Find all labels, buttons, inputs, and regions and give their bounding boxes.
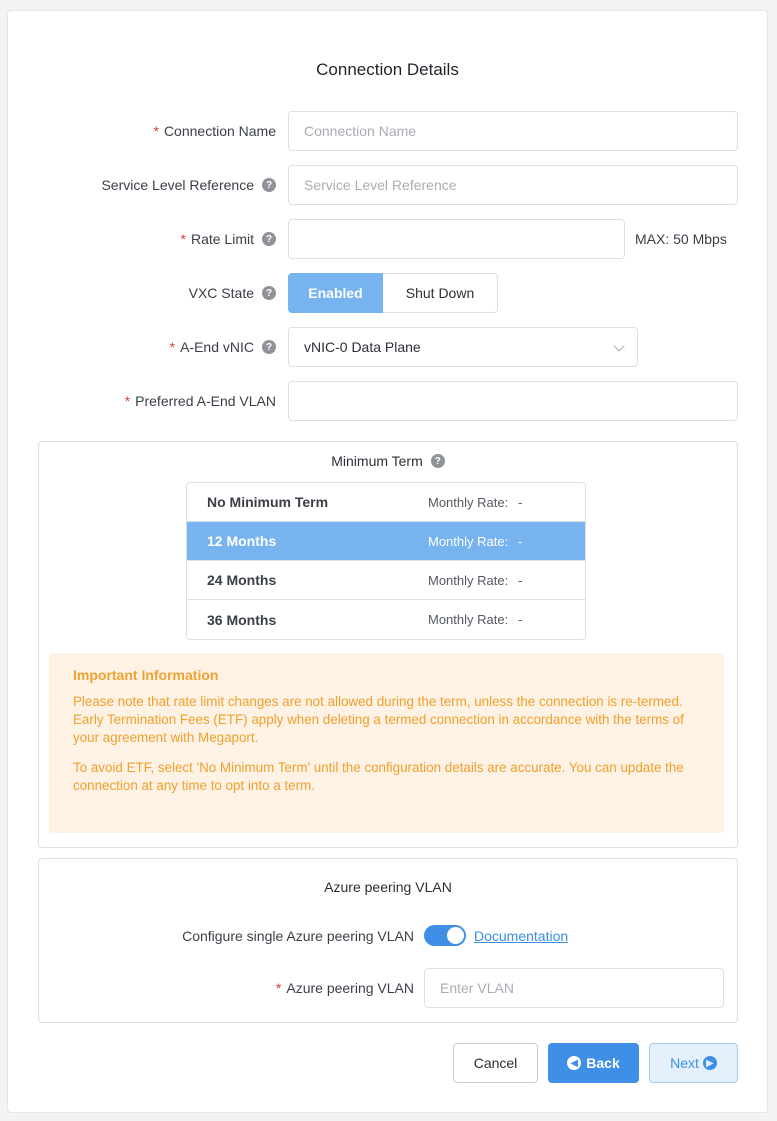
preferred-a-end-vlan-row [8, 381, 769, 421]
connection-name-row [8, 111, 769, 151]
rate-limit-row [8, 219, 769, 259]
term-option-24-months[interactable]: 24 Months Monthly Rate: - [187, 561, 585, 600]
term-option-36-months[interactable]: 36 Months Monthly Rate: - [187, 600, 585, 639]
required-asterisk: * [275, 980, 282, 996]
rate-limit-input[interactable] [288, 219, 625, 259]
vxc-state-toggle-group [288, 273, 498, 313]
minimum-term-title: Minimum Term ? [39, 453, 737, 469]
question-circle-icon[interactable]: ? [262, 178, 276, 192]
azure-vlan-label: * Azure peering VLAN [275, 980, 414, 996]
term-option-no-minimum[interactable]: No Minimum Term Monthly Rate: - [187, 483, 585, 522]
chevron-down-icon [613, 340, 624, 351]
back-button[interactable]: ◀ Back [548, 1043, 639, 1083]
connection-details-card [7, 10, 768, 1113]
required-asterisk: * [124, 393, 131, 409]
next-button[interactable]: Next ▶ [649, 1043, 738, 1083]
cancel-button[interactable]: Cancel [453, 1043, 538, 1083]
vxc-state-shutdown-button[interactable]: Shut Down [383, 273, 498, 313]
important-information-alert [49, 653, 724, 833]
vxc-state-label: VXC State ? [189, 273, 276, 313]
azure-vlan-input[interactable] [424, 968, 724, 1008]
rate-limit-label: * Rate Limit ? [181, 219, 276, 259]
vxc-state-row [8, 273, 769, 313]
required-asterisk: * [153, 123, 159, 139]
important-information-heading: Important Information [73, 667, 219, 683]
toggle-knob [447, 927, 464, 944]
a-end-vnic-row [8, 327, 769, 367]
term-option-12-months[interactable]: 12 Months Monthly Rate: - [187, 522, 585, 561]
service-level-reference-label: Service Level Reference ? [101, 165, 276, 205]
arrow-right-circle-icon: ▶ [703, 1056, 717, 1070]
page-title: Connection Details [316, 60, 459, 79]
rate-limit-max: MAX: 50 Mbps [635, 231, 727, 247]
preferred-a-end-vlan-input[interactable] [288, 381, 738, 421]
connection-name-label: * Connection Name [153, 123, 276, 139]
question-circle-icon[interactable]: ? [262, 232, 276, 246]
azure-peering-title: Azure peering VLAN [324, 879, 452, 895]
connection-name-input[interactable] [288, 111, 738, 151]
azure-single-vlan-toggle[interactable] [424, 925, 466, 946]
question-circle-icon[interactable]: ? [262, 340, 276, 354]
arrow-left-circle-icon: ◀ [567, 1056, 581, 1070]
azure-peering-panel [38, 858, 738, 1023]
vxc-state-enabled-button[interactable]: Enabled [288, 273, 383, 313]
minimum-term-panel [38, 441, 738, 848]
important-information-paragraph: To avoid ETF, select 'No Minimum Term' until the configuration details are accurate. You can update the connection at any time to opt into a term. [73, 760, 684, 793]
a-end-vnic-label: * A-End vNIC ? [170, 327, 276, 367]
question-circle-icon[interactable]: ? [262, 286, 276, 300]
documentation-link[interactable]: Documentation [474, 927, 569, 944]
a-end-vnic-selected-value: vNIC-0 Data Plane [304, 339, 421, 355]
required-asterisk: * [180, 231, 186, 247]
azure-configure-row [39, 922, 739, 949]
important-information-paragraph: Please note that rate limit changes are not allowed during the term, unless the connection is re-termed. Early Termination Fees (ETF) apply when deleting a termed connection in accordance with the terms of your agreement with Megaport. [73, 694, 684, 745]
minimum-term-table [186, 482, 586, 640]
a-end-vnic-select[interactable] [288, 327, 638, 367]
azure-configure-label: Configure single Azure peering VLAN [182, 927, 414, 944]
service-level-reference-row [8, 165, 769, 205]
question-circle-icon[interactable]: ? [431, 454, 445, 468]
required-asterisk: * [169, 339, 176, 355]
preferred-a-end-vlan-label: * Preferred A-End VLAN [124, 393, 276, 409]
azure-vlan-row [39, 968, 739, 1008]
service-level-reference-input[interactable] [288, 165, 738, 205]
